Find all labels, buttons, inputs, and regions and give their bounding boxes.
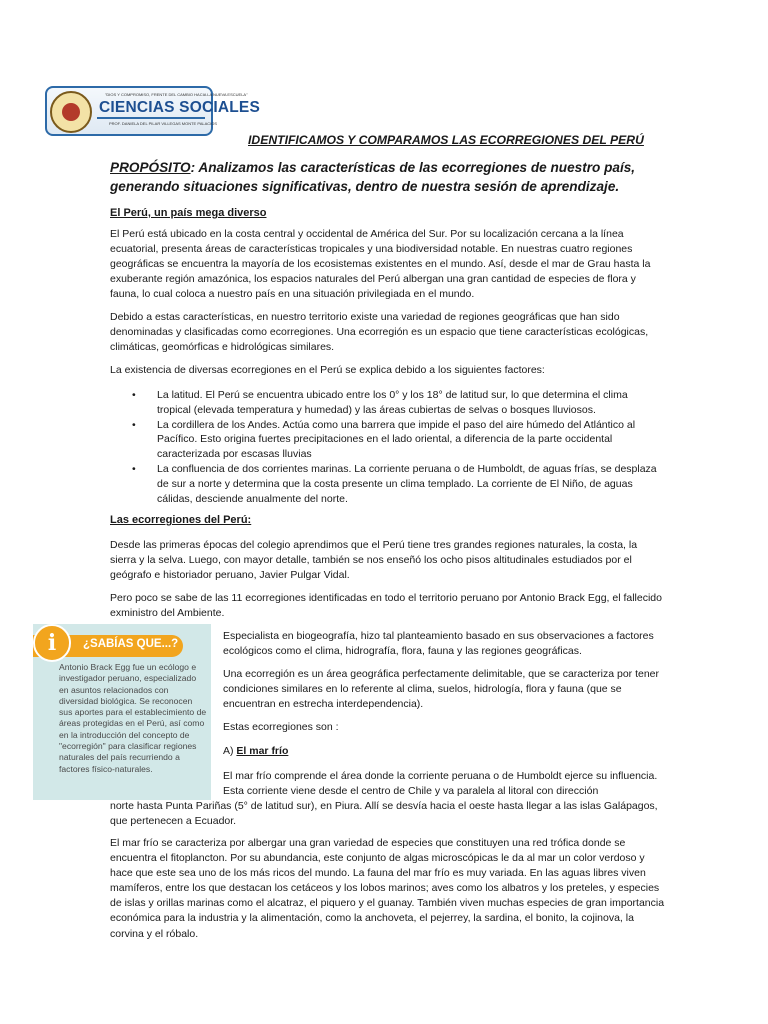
paragraph-ecorregion-area: Una ecorregión es un área geográfica perfectamente delimitable, que se caracteriza por tener condiciones similares en lo referente al clima, suelos, hidrología, flora y fauna (que se encuentran en estrecha interdependencia). [223, 668, 660, 711]
section-heading-mega-diverso: El Perú, un país mega diverso [110, 207, 267, 219]
purpose-statement [110, 158, 670, 196]
bullet-icon: • [132, 462, 136, 475]
paragraph-brack-egg: Pero poco se sabe de las 11 ecorregiones identificadas en todo el territorio peruano por Antonio Brack Egg, el fallecido exministro del Ambiente. [110, 592, 662, 620]
section-heading-ecorregiones: Las ecorregiones del Perú: [110, 514, 252, 526]
bullet-icon: • [132, 418, 136, 431]
logo-motto: "DIOS Y COMPROMISO, FRENTE DEL CAMBIO HACIA LA NUEVA ESCUELA" [105, 92, 248, 97]
logo-professor: PROF. DANIELA DEL PILAR VILLEGAS MONTE PALACIOS [109, 121, 218, 126]
paragraph-mar-frio-a: El mar frío comprende el área donde la corriente peruana o de Humboldt ejerce su influencia. Esta corriente viene desde el centro de Chile y va paralela al litoral con dirección [223, 770, 658, 798]
subheading-mar-frio [223, 744, 288, 759]
did-you-know-header [33, 624, 211, 660]
list-item: • La latitud. El Perú se encuentra ubicado entre los 0° y los 18° de latitud sur, lo que determina el clima tropical (elevada temperatura y humedad) y las áreas cubiertas de selvas o bosques lluviosos. [132, 389, 628, 416]
info-icon: i [33, 624, 71, 662]
did-you-know-box [33, 624, 211, 800]
did-you-know-heading: ¿SABÍAS QUE...? [83, 638, 179, 650]
school-seal-icon [50, 91, 92, 133]
document-title: IDENTIFICAMOS Y COMPARAMOS LAS ECORREGIONES DEL PERÚ [248, 133, 644, 147]
logo-title: CIENCIAS SOCIALES [99, 99, 261, 116]
subheading-prefix: A) [223, 745, 237, 757]
purpose-label: PROPÓSITO [110, 160, 191, 175]
subheading-title: El mar frío [236, 745, 289, 757]
list-item: • La confluencia de dos corrientes marinas. La corriente peruana o de Humboldt, de aguas frías, se desplaza de sur a norte y determina que la costa presente un clima templado. La corriente de El Niño, de aguas cálidas, desciende anualmente del norte. [132, 462, 657, 505]
paragraph-specialist: Especialista en biogeografía, hizo tal planteamiento basado en sus observaciones a factores ecológicos como el clima, hidrografía, flora, fauna y las regiones geográficas. [223, 630, 654, 658]
paragraph-factors-intro: La existencia de diversas ecorregiones en el Perú se explica debido a los siguientes factores: [110, 364, 545, 376]
paragraph-regions-history: Desde las primeras épocas del colegio aprendimos que el Perú tiene tres grandes regiones naturales, la costa, la sierra y la selva. Luego, con mayor detalle, también se nos enseñó los ocho pisos altitudinales estudiados por el geógrafo e historiador peruano, Javier Pulgar Vidal. [110, 539, 638, 582]
school-logo [45, 86, 261, 136]
bullet-icon: • [132, 389, 136, 401]
paragraph-ecorregion-definition: Debido a estas características, en nuestro territorio existe una variedad de regiones geográficas que han sido denominadas y clasificadas como ecorregiones. Una ecorregión es un espacio que tiene características ecológicas, climáticas, geomórficas e hidrológicas similares. [110, 311, 649, 354]
factors-list [110, 388, 658, 506]
purpose-text: : Analizamos las características de las ecorregiones de nuestro país, generando situaciones significativas, dentro de nuestra sesión de aprendizaje. [110, 160, 636, 194]
paragraph-mar-frio-fauna: El mar frío se caracteriza por albergar una gran variedad de especies que constituyen una red trófica donde se encuentra el fitoplancton. Por su abundancia, este conjunto de algas microscópicas le da al mar un color verdoso y hace que este sea uno de los más ricos del mundo. La fauna del mar frío es muy variada. En las aguas libres viven mamíferos, entre los que destacan los cetáceos y los lobos marinos; aves como los albatros y los preteles, y especies de islas y orillas marinas como el alcatraz, el piquero y el guanay. También viven muchas especies de gran importancia económica para la industria y la alimentación, como la anchoveta, el pejerrey, la sardina, el bonito, la cojinova, la corvina y el róbalo. [110, 837, 665, 940]
paragraph-mar-frio-b: norte hasta Punta Pariñas (5° de latitud sur), en Piura. Allí se desvía hacia el oeste hasta llegar a las islas Galápagos, que pertenecen a Ecuador. [110, 800, 658, 828]
logo-divider [97, 117, 205, 119]
did-you-know-body: Antonio Brack Egg fue un ecólogo e investigador peruano, especializado en asuntos relacionados con diversidad biológica. Se reconocen sus aportes para el establecimiento de áreas protegidas en el Perú, así como en la introducción del concepto de "ecorregión" para clasificar regiones naturales del país recurriendo a factores físico-naturales. [59, 662, 207, 774]
paragraph-list-intro: Estas ecorregiones son : [223, 721, 339, 733]
paragraph-intro: El Perú está ubicado en la costa central y occidental de América del Sur. Por su localización cercana a la línea ecuatorial, presenta áreas de características tropicales y una biodiversidad notable. En nuestras cuatro regiones geográficas se encuentra la mayoría de los ecosistemas existentes en el mundo. Así, desde el mar de Grau hasta la exuberante región amazónica, los espacios naturales del Perú albergan una gran cantidad de especies de flora y fauna, lo cual coloca a nuestro país en una situación privilegiada en el mundo. [110, 228, 651, 301]
list-item: • La cordillera de los Andes. Actúa como una barrera que impide el paso del aire húmedo del Atlántico al Pacífico. Esto origina fuertes precipitaciones en el lado oriental, a diferencia de la parte occidental caracterizada por escasas lluvias [132, 418, 636, 461]
